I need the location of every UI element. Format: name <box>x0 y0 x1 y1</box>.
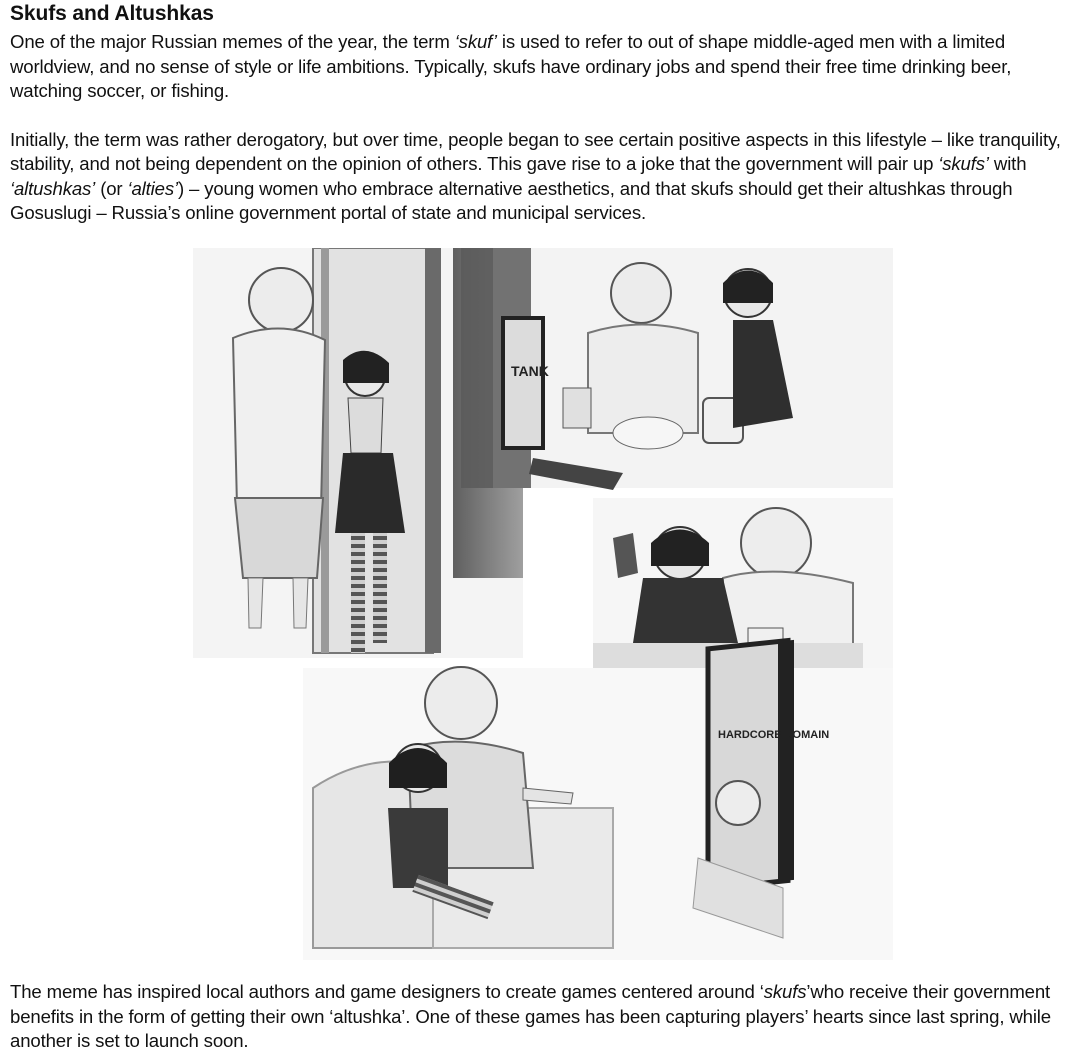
article-heading: Skufs and Altushkas <box>10 2 214 25</box>
comic-illustration <box>193 248 893 960</box>
p2-text-e: (or <box>95 177 128 199</box>
p3-text-a: The meme has inspired local authors and game designers to create games centered around ‘ <box>10 981 764 1002</box>
p2-text-c: with <box>988 153 1027 174</box>
p2-term-alties: ‘alties’ <box>127 177 178 199</box>
p1-term-skuf: ‘skuf’ <box>454 31 497 52</box>
article <box>10 0 1074 226</box>
panel-beer <box>461 248 893 490</box>
panel-couch <box>303 640 893 960</box>
paragraph-intro <box>10 30 1074 104</box>
p1-text-c: is used to refer to out of shape middle-aged men with a limited worldview, and no sense of style or life ambitions. Typically, skufs have ordinary jobs and spend their free time drinking beer, watching soccer, or fishing. <box>10 31 1012 101</box>
paragraph-context <box>10 128 1074 226</box>
p3-text-c: ’who receive their government benefits in the form of getting their own ‘altushka’. One of these games has been capturing players’ hearts since last spring, while another is set to launch soon. <box>10 981 1051 1051</box>
paragraph-games <box>10 980 1074 1054</box>
tv-title-text: HARDCORE DOMAIN <box>718 729 830 741</box>
p1-text-a: One of the major Russian memes of the year, the term <box>10 31 455 52</box>
illustration-svg <box>193 248 893 960</box>
p3-term-skufs: skufs <box>763 981 807 1002</box>
p2-text-a: Initially, the term was rather derogatory, but over time, people began to see certain positive aspects in this lifestyle – like tranquility, stability, and not being dependent on the opinion of others. This gave rise to a joke that the government will pair up <box>10 128 1061 174</box>
tank-poster-text: TANK <box>511 363 549 379</box>
p2-term-skufs: ‘skufs’ <box>938 153 989 174</box>
p2-term-altushkas: ‘altushkas’ <box>10 177 96 199</box>
p2-text-g: ) – young women who embrace alternative aesthetics, and that skufs should get their altushkas through Gosuslugi – Russia’s online government portal of state and municipal services. <box>10 177 1013 223</box>
